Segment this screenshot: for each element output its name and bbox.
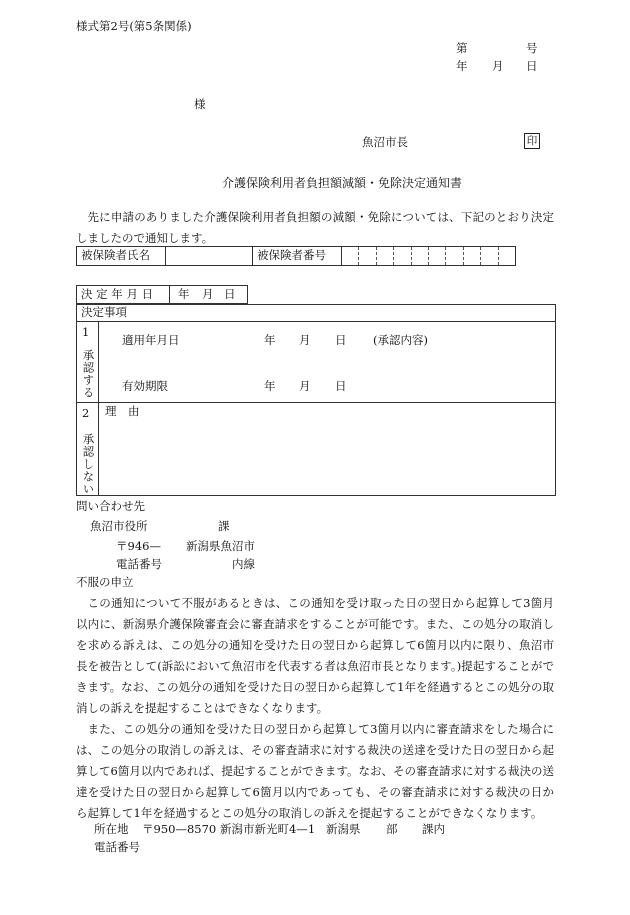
authority-address: 新潟市新光町4—1 (220, 822, 316, 836)
contact-section: 課 (218, 519, 230, 533)
contact-extension: 内線 (232, 557, 255, 571)
decision-items-table (76, 304, 556, 496)
reject-number: 2 (82, 406, 90, 420)
appeal-heading: 不服の申立 (76, 575, 134, 589)
doc-number-prefix: 第 (456, 41, 468, 55)
issue-date-day: 日 (526, 59, 538, 73)
contact-address: 新潟県魚沼市 (186, 539, 255, 553)
decision-items-label: 決定事項 (77, 305, 556, 322)
authority-section: 課内 (422, 822, 445, 836)
reject-reason-label: 理 由 (105, 404, 140, 418)
apply-date-label: 適用年月日 (122, 333, 180, 347)
issue-date-year: 年 (456, 59, 468, 73)
insured-name-label: 被保険者氏名 (77, 247, 166, 266)
apply-date-year: 年 (264, 333, 276, 347)
insured-number-label: 被保険者番号 (253, 247, 342, 266)
document-title: 介護保険利用者負担額減額・免除決定通知書 (222, 176, 463, 190)
apply-date-month: 月 (299, 333, 311, 347)
recipient-honorific: 様 (194, 97, 206, 111)
approve-number: 1 (82, 325, 90, 339)
expiry-year: 年 (264, 379, 276, 393)
authority-location-label: 所在地 (94, 822, 129, 836)
approve-cell (77, 322, 99, 403)
authority-postal: 〒950—8570 (142, 822, 217, 836)
insured-name-field (166, 247, 253, 266)
intro-paragraph: 先に申請のありました介護保険利用者負担額の減額・免除については、下記のとおり決定しましたので通知します。 (76, 210, 554, 245)
expiry-label: 有効期限 (122, 379, 168, 393)
appeal-paragraph-1: この通知について不服があるときは、この通知を受け取った日の翌日から起算して3箇月以内に、新潟県介護保険審査会に審査請求をすることが可能です。また、この処分の取消しを求める訴えは、この処分の通知を受けた日の翌日から起算して6箇月以内に限り、魚沼市長を被告として(訴訟において魚沼市を代表する者は魚沼市長となります。)提起することができます。なお、この処分の通知を受けた日の翌日から起算して1年を経過するとこの処分の取消しの訴えを提起することはできなくなります。 (76, 596, 554, 715)
insured-table (76, 246, 516, 266)
seal-mark: 印 (524, 133, 540, 149)
decision-date-label: 決 定 年 月 日 (77, 286, 170, 304)
expiry-day: 日 (335, 379, 347, 393)
insured-number-field (342, 247, 516, 266)
insured-number-digit-boxes (342, 247, 515, 265)
contact-phone-label: 電話番号 (116, 557, 162, 571)
form-number: 様式第2号(第5条関係) (76, 19, 192, 33)
contact-postal: 〒946— (116, 539, 161, 553)
appeal-paragraph-2: また、この処分の通知を受けた日の翌日から起算して3箇月以内に審査請求をした場合には、この処分の取消しの訴えは、その審査請求に対する裁決の送達を受けた日の翌日から起算して6箇月以内であれば、提起することができます。なお、その審査請求に対する裁決の送達を受けた日の翌日から起算して6箇月以内であっても、その審査請求に対する裁決の日から起算して1年を経過するとこの処分の取消しの訴えを提起することができなくなります。 (76, 722, 554, 820)
authority-prefecture: 新潟県 (326, 822, 361, 836)
approve-detail-cell (99, 322, 556, 403)
decision-date-month: 月 (202, 287, 214, 301)
reject-label: 承認しない (81, 432, 96, 496)
decision-date-day: 日 (224, 287, 236, 301)
reject-reason-cell (99, 403, 556, 496)
sender-name: 魚沼市長 (362, 135, 408, 149)
doc-number-suffix: 号 (526, 41, 538, 55)
reject-cell (77, 403, 99, 496)
contact-office: 魚沼市役所 (90, 519, 148, 533)
decision-date-table (76, 285, 248, 304)
approval-content-label: (承認内容) (373, 333, 428, 347)
decision-date-value (170, 286, 248, 304)
issue-date-month: 月 (492, 59, 504, 73)
expiry-month: 月 (299, 379, 311, 393)
contact-heading: 問い合わせ先 (76, 499, 145, 513)
approve-label: 承認する (81, 348, 96, 399)
authority-phone-label: 電話番号 (94, 840, 140, 854)
apply-date-day: 日 (335, 333, 347, 347)
authority-department: 部 (386, 822, 398, 836)
decision-date-year: 年 (178, 287, 190, 301)
